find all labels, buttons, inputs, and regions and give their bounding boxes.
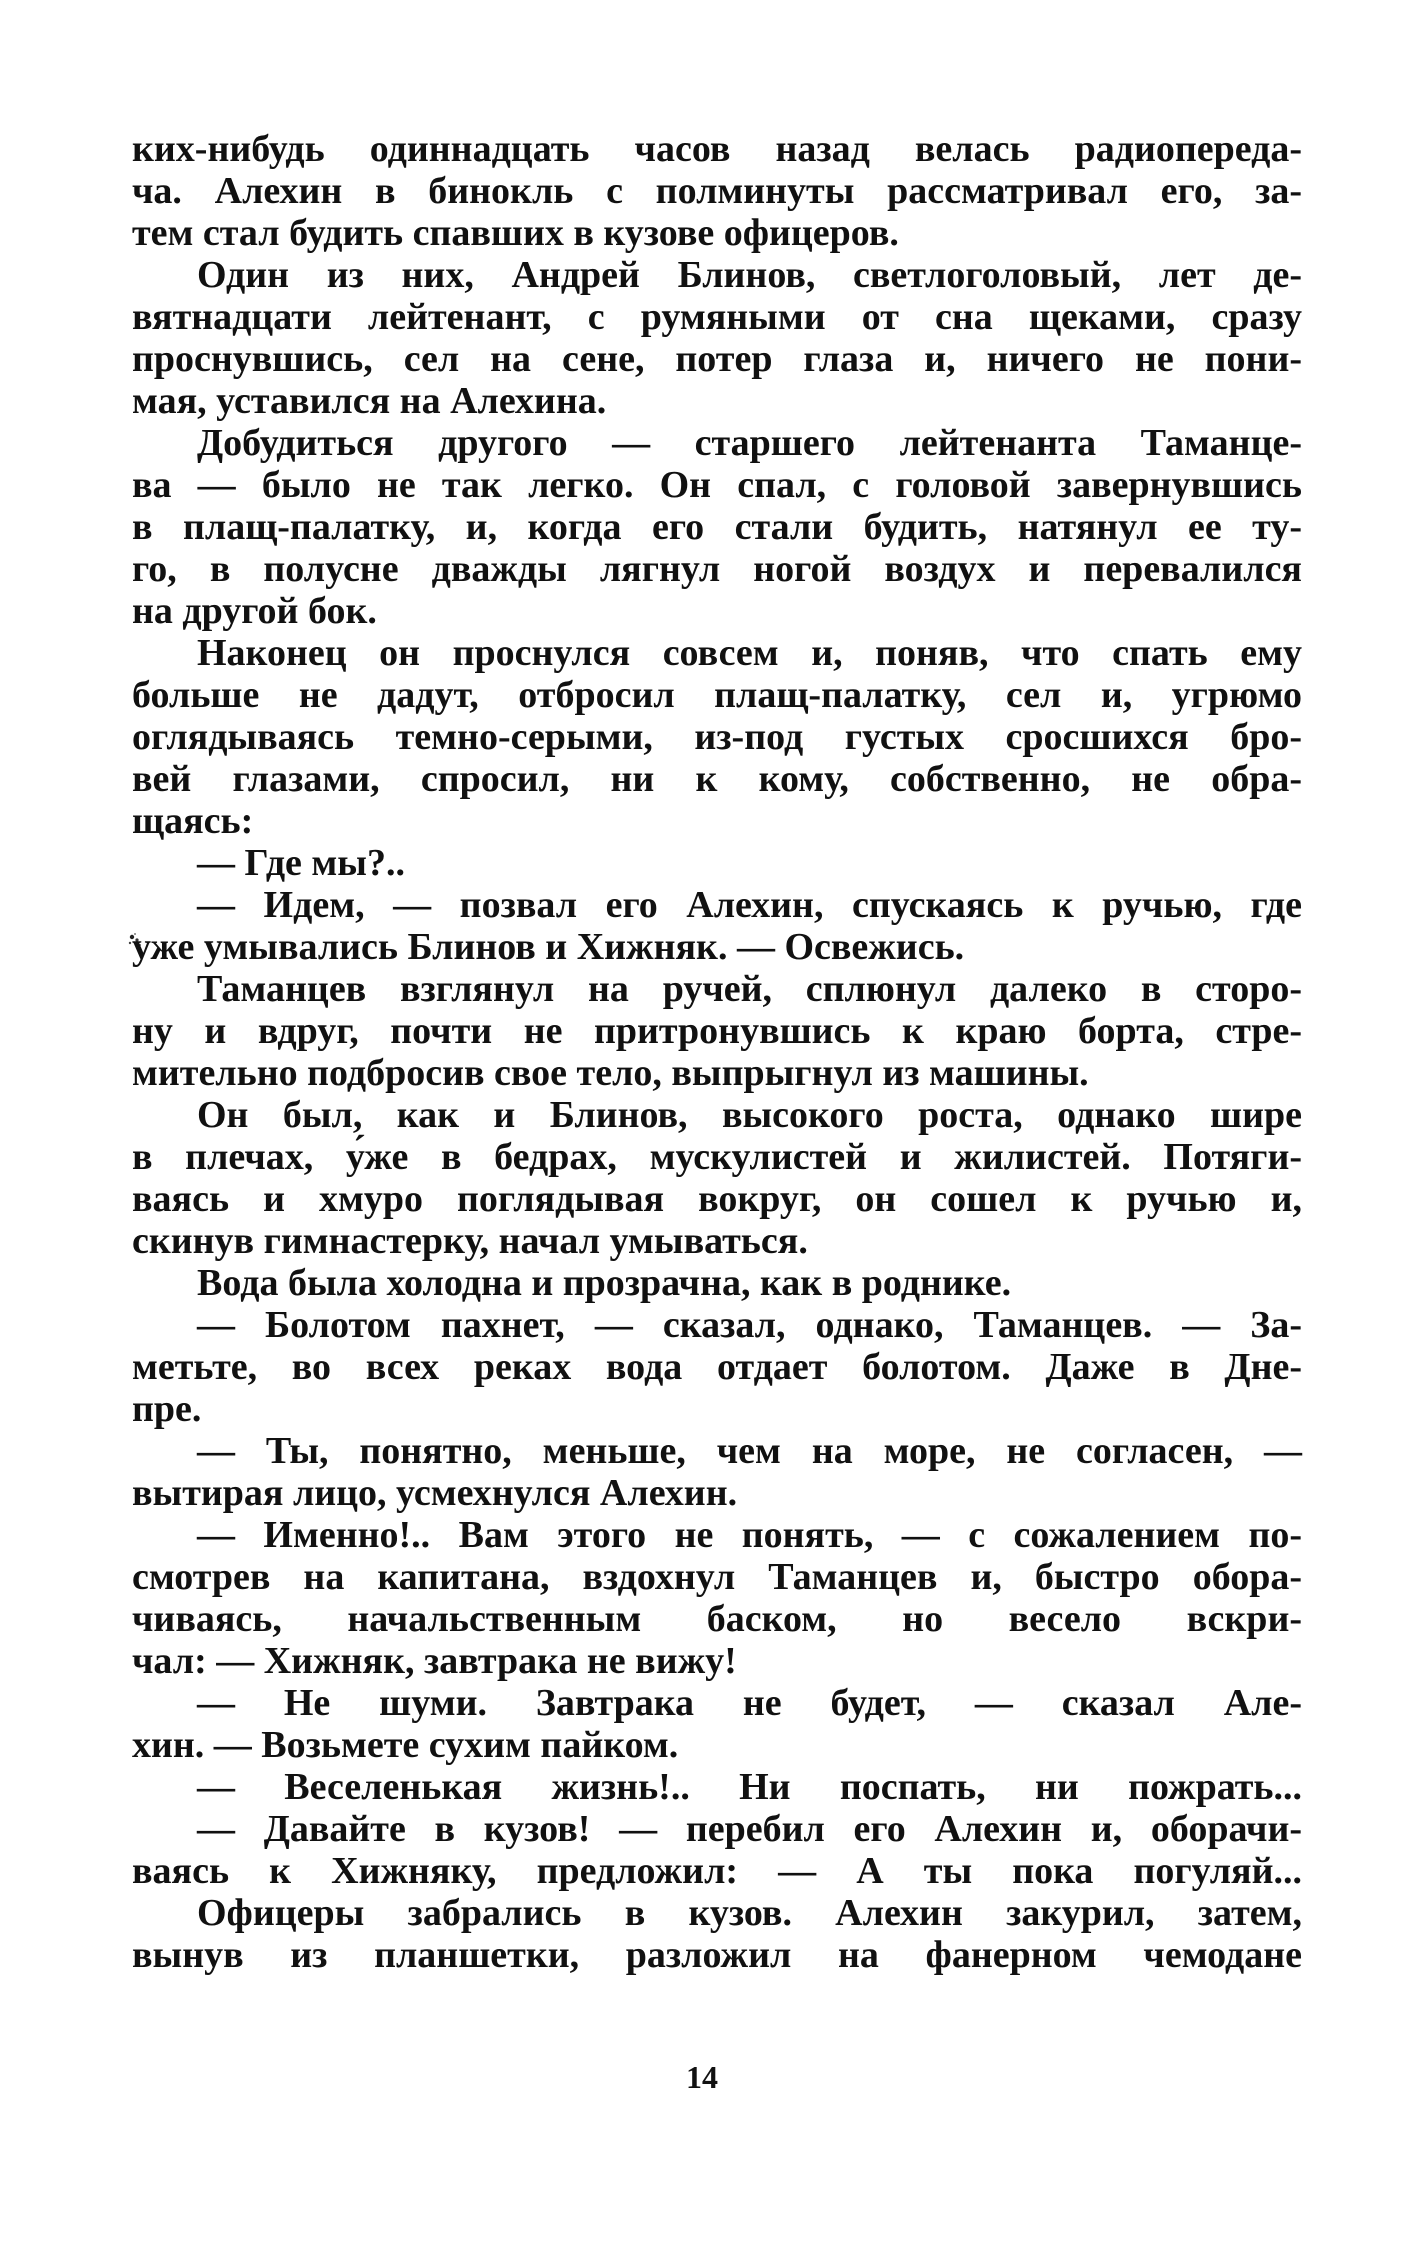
text-line: вятнадцати лейтенант, с румяными от сна щеками, сразу xyxy=(132,296,1302,338)
text-line: в плечах, у́же в бедрах, мускулистей и жилистей. Потяги- xyxy=(132,1136,1302,1178)
text-line: — Болотом пахнет, — сказал, однако, Таманцев. — За- xyxy=(197,1304,1302,1346)
text-line: ча. Алехин в бинокль с полминуты рассматривал его, за- xyxy=(132,170,1302,212)
text-line: Он был, как и Блинов, высокого роста, однако шире xyxy=(197,1094,1302,1136)
text-line: проснувшись, сел на сене, потер глаза и, ничего не пони- xyxy=(132,338,1302,380)
text-line: — Где мы?.. xyxy=(197,842,405,884)
text-line: Вода была холодна и прозрачна, как в роднике. xyxy=(197,1262,1012,1304)
text-line: вей глазами, спросил, ни к кому, собственно, не обра- xyxy=(132,758,1302,800)
text-line: Один из них, Андрей Блинов, светлоголовый, лет де- xyxy=(197,254,1302,296)
text-line: ва — было не так легко. Он спал, с головой завернувшись xyxy=(132,464,1302,506)
text-line: ких-нибудь одиннадцать часов назад велась радиопереда- xyxy=(132,128,1302,170)
text-line: — Идем, — позвал его Алехин, спускаясь к ручью, где xyxy=(197,884,1302,926)
text-line: оглядываясь темно-серыми, из-под густых сросшихся бро- xyxy=(132,716,1302,758)
text-line: в плащ-палатку, и, когда его стали будить, натянул ее ту- xyxy=(132,506,1302,548)
page-number: 14 xyxy=(686,2059,718,2095)
text-line: Офицеры забрались в кузов. Алехин закурил, затем, xyxy=(197,1892,1302,1934)
text-line: Наконец он проснулся совсем и, поняв, что спать ему xyxy=(197,632,1302,674)
text-line: хин. — Возьмете сухим пайком. xyxy=(132,1724,679,1766)
text-line: го, в полусне дважды лягнул ногой воздух и перевалился xyxy=(132,548,1302,590)
text-line: мая, уставился на Алехина. xyxy=(132,380,607,422)
text-line: Таманцев взглянул на ручей, сплюнул далеко в сторо- xyxy=(197,968,1302,1010)
text-line: щаясь: xyxy=(132,800,254,842)
text-line: — Давайте в кузов! — перебил его Алехин и, оборачи- xyxy=(197,1808,1302,1850)
text-line: тем стал будить спавших в кузове офицеров. xyxy=(132,212,899,254)
text-line: смотрев на капитана, вздохнул Таманцев и, быстро обора- xyxy=(132,1556,1302,1598)
text-line: ваясь и хмуро поглядывая вокруг, он сошел к ручью и, xyxy=(132,1178,1302,1220)
text-line: на другой бок. xyxy=(132,590,377,632)
text-line: скинув гимнастерку, начал умываться. xyxy=(132,1220,808,1262)
text-line: мительно подбросив свое тело, выпрыгнул из машины. xyxy=(132,1052,1089,1094)
text-line: — Ты, понятно, меньше, чем на море, не согласен, — xyxy=(197,1430,1302,1472)
text-line: чал: — Хижняк, завтрака не вижу! xyxy=(132,1640,737,1682)
text-line: вынув из планшетки, разложил на фанерном чемодане xyxy=(132,1934,1302,1976)
text-line: — Именно!.. Вам этого не понять, — с сожалением по- xyxy=(197,1514,1302,1556)
text-line: пре. xyxy=(132,1388,202,1430)
text-line: — Веселенькая жизнь!.. Ни поспать, ни пожрать... xyxy=(197,1766,1302,1808)
text-line: чиваясь, начальственным баском, но весело вскри- xyxy=(132,1598,1302,1640)
text-line: метьте, во всех реках вода отдает болотом. Даже в Дне- xyxy=(132,1346,1302,1388)
text-line: уже умывались Блинов и Хижняк. — Освежись. xyxy=(132,926,965,968)
text-line: — Не шуми. Завтрака не будет, — сказал Але- xyxy=(197,1682,1302,1724)
text-line: ваясь к Хижняку, предложил: — А ты пока погуляй... xyxy=(132,1850,1302,1892)
text-line: больше не дадут, отбросил плащ-палатку, сел и, угрюмо xyxy=(132,674,1302,716)
text-line: вытирая лицо, усмехнулся Алехин. xyxy=(132,1472,738,1514)
text-line: Добудиться другого — старшего лейтенанта Таманце- xyxy=(197,422,1302,464)
text-line: ну и вдруг, почти не притронувшись к краю борта, стре- xyxy=(132,1010,1302,1052)
